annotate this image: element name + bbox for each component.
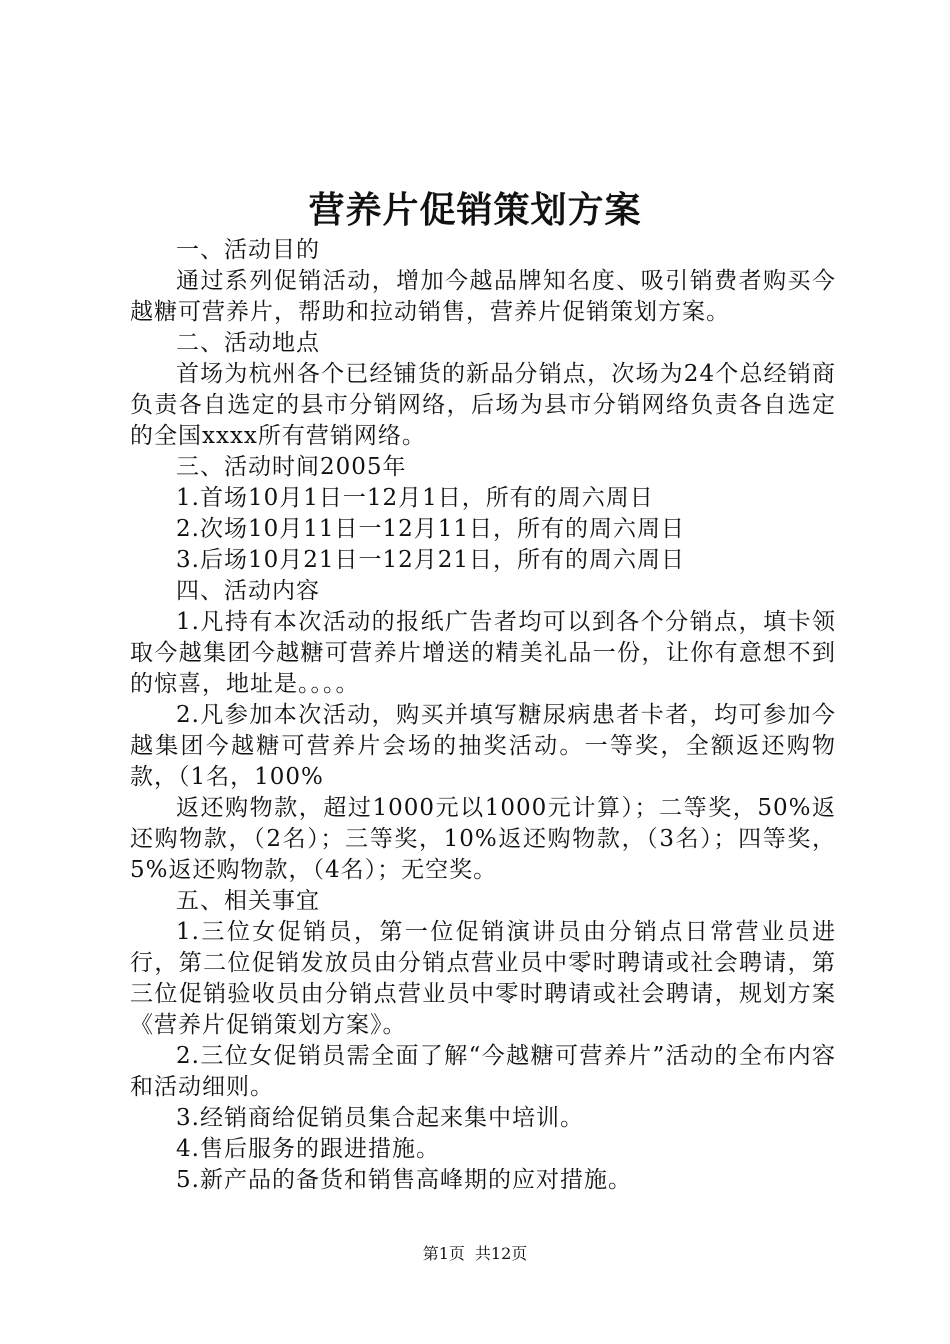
- paragraph-location: 首场为杭州各个已经铺货的新品分销点，次场为24个总经销商负责各自选定的县市分销网络，后场为县市分销网络负责各自选定的全国xxxx所有营销网络。: [130, 361, 836, 449]
- page-footer: [0, 1243, 950, 1265]
- document-body: [130, 235, 836, 1196]
- page-total: 共12页: [474, 1244, 528, 1263]
- section-heading-location: 二、活动地点: [176, 330, 320, 356]
- list-item-time-1: 1.首场10月1日一12月1日，所有的周六周日: [176, 485, 654, 511]
- section-heading-purpose: 一、活动目的: [176, 237, 320, 263]
- paragraph-matters-5: 5.新产品的备货和销售高峰期的应对措施。: [176, 1167, 632, 1193]
- paragraph-matters-2: 2.三位女促销员需全面了解“今越糖可营养片”活动的全布内容和活动细则。: [130, 1043, 836, 1100]
- section-heading-time: 三、活动时间2005年: [176, 454, 407, 480]
- paragraph-matters-4: 4.售后服务的跟进措施。: [176, 1136, 440, 1162]
- list-item-time-3: 3.后场10月21日一12月21日，所有的周六周日: [176, 547, 686, 573]
- page-number: 第1页: [422, 1244, 465, 1263]
- paragraph-matters-1: 1.三位女促销员，第一位促销演讲员由分销点日常营业员进行，第二位促销发放员由分销点营业员中零时聘请或社会聘请，第三位促销验收员由分销点营业员中零时聘请或社会聘请，规划方案《营养片促销策划方案》。: [130, 919, 836, 1038]
- section-heading-content: 四、活动内容: [176, 578, 320, 604]
- paragraph-content-2-cont: 返还购物款，超过1000元以1000元计算）；二等奖，50%返还购物款，（2名）；三等奖，10%返还购物款，（3名）；四等奖，5%返还购物款，（4名）；无空奖。: [130, 795, 836, 883]
- paragraph-content-1: 1.凡持有本次活动的报纸广告者均可以到各个分销点，填卡领取今越集团今越糖可营养片增送的精美礼品一份，让你有意想不到的惊喜，地址是。。。。: [130, 609, 836, 697]
- paragraph-matters-3: 3.经销商给促销员集合起来集中培训。: [176, 1105, 584, 1131]
- paragraph-content-2: 2.凡参加本次活动，购买并填写糖尿病患者卡者，均可参加今越集团今越糖可营养片会场的抽奖活动。一等奖，全额返还购物款，（1名，100%: [130, 702, 836, 790]
- paragraph-purpose: 通过系列促销活动，增加今越品牌知名度、吸引销费者购买今越糖可营养片，帮助和拉动销售，营养片促销策划方案。: [130, 268, 836, 325]
- list-item-time-2: 2.次场10月11日一12月11日，所有的周六周日: [176, 516, 686, 542]
- document-title: 营养片促销策划方案: [308, 189, 642, 231]
- section-heading-matters: 五、相关事宜: [176, 888, 320, 914]
